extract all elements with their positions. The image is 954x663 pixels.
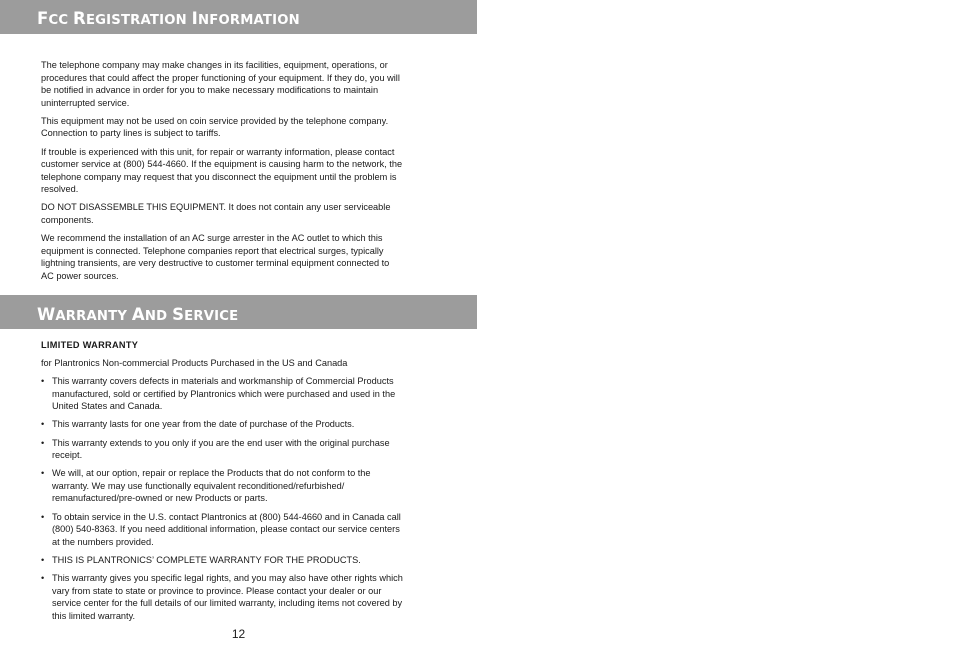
fcc-paragraph: DO NOT DISASSEMBLE THIS EQUIPMENT. It does not contain any user serviceable components. <box>41 202 391 226</box>
fcc-paragraph: The telephone company may make changes in its facilities, equipment, operations, or procedures that could affect the proper functioning of your equipment. If they do, you will be notified in advance in order for you to make necessary modifications to maintain uninterrupted service. <box>41 60 400 108</box>
bullet-icon: • <box>41 468 45 479</box>
list-item: • This warranty extends to you only if you are the end user with the original purchase receipt. <box>41 437 390 461</box>
list-item: • THIS IS PLANTRONICS’ COMPLETE WARRANTY FOR THE PRODUCTS. <box>41 554 361 565</box>
warranty-body <box>41 339 403 628</box>
bullet-icon: • <box>41 554 45 565</box>
fcc-section-header <box>0 0 477 34</box>
fcc-body <box>41 59 403 288</box>
bullet-icon: • <box>41 419 45 430</box>
bullet-icon: • <box>41 572 45 583</box>
limited-warranty-heading: LIMITED WARRANTY <box>41 340 139 350</box>
list-item: • This warranty covers defects in materials and workmanship of Commercial Products manufactured, sold or certified by Plantronics which were purchased and used in the United States and Canada. <box>41 376 396 412</box>
fcc-paragraph: If trouble is experienced with this unit, for repair or warranty information, please contact customer service at (800) 544-4660. If the equipment is causing harm to the network, the telephone company may request that you disconnect the equipment until the problem is resolved. <box>41 146 403 195</box>
list-item: • This warranty gives you specific legal rights, and you may also have other rights which vary from state to state or province to province. Please contact your dealer or our service center for the full details of our limited warranty, including items not covered by this limited warranty. <box>41 572 403 621</box>
bullet-icon: • <box>41 437 45 448</box>
list-item: • We will, at our option, repair or replace the Products that do not conform to the warranty. We may use functionally equivalent reconditioned/refurbished/ remanufactured/pre-owned or new Products or parts. <box>41 468 371 504</box>
list-item: • To obtain service in the U.S. contact Plantronics at (800) 544-4660 and in Canada call (800) 540-8363. If you need additional information, please contact our service centers at the numbers provided. <box>41 511 401 547</box>
bullet-icon: • <box>41 511 45 522</box>
warranty-intro: for Plantronics Non-commercial Products Purchased in the US and Canada <box>41 358 348 369</box>
page-number: 12 <box>231 627 246 641</box>
warranty-bullet-list <box>41 375 403 622</box>
bullet-icon: • <box>41 376 45 387</box>
fcc-paragraph: We recommend the installation of an AC surge arrester in the AC outlet to which this equipment is connected. Telephone companies report that electrical surges, typically lightning transients, are very destructive to customer terminal equipment connected to AC power sources. <box>41 233 390 281</box>
fcc-section-title: FCC REGISTRATION INFORMATION <box>37 9 300 28</box>
list-item: • This warranty lasts for one year from the date of purchase of the Products. <box>41 419 355 430</box>
warranty-section-title: WARRANTY AND SERVICE <box>37 305 239 324</box>
fcc-paragraph: This equipment may not be used on coin service provided by the telephone company. Connection to party lines is subject to tariffs. <box>41 115 389 139</box>
warranty-section-header <box>0 295 477 329</box>
